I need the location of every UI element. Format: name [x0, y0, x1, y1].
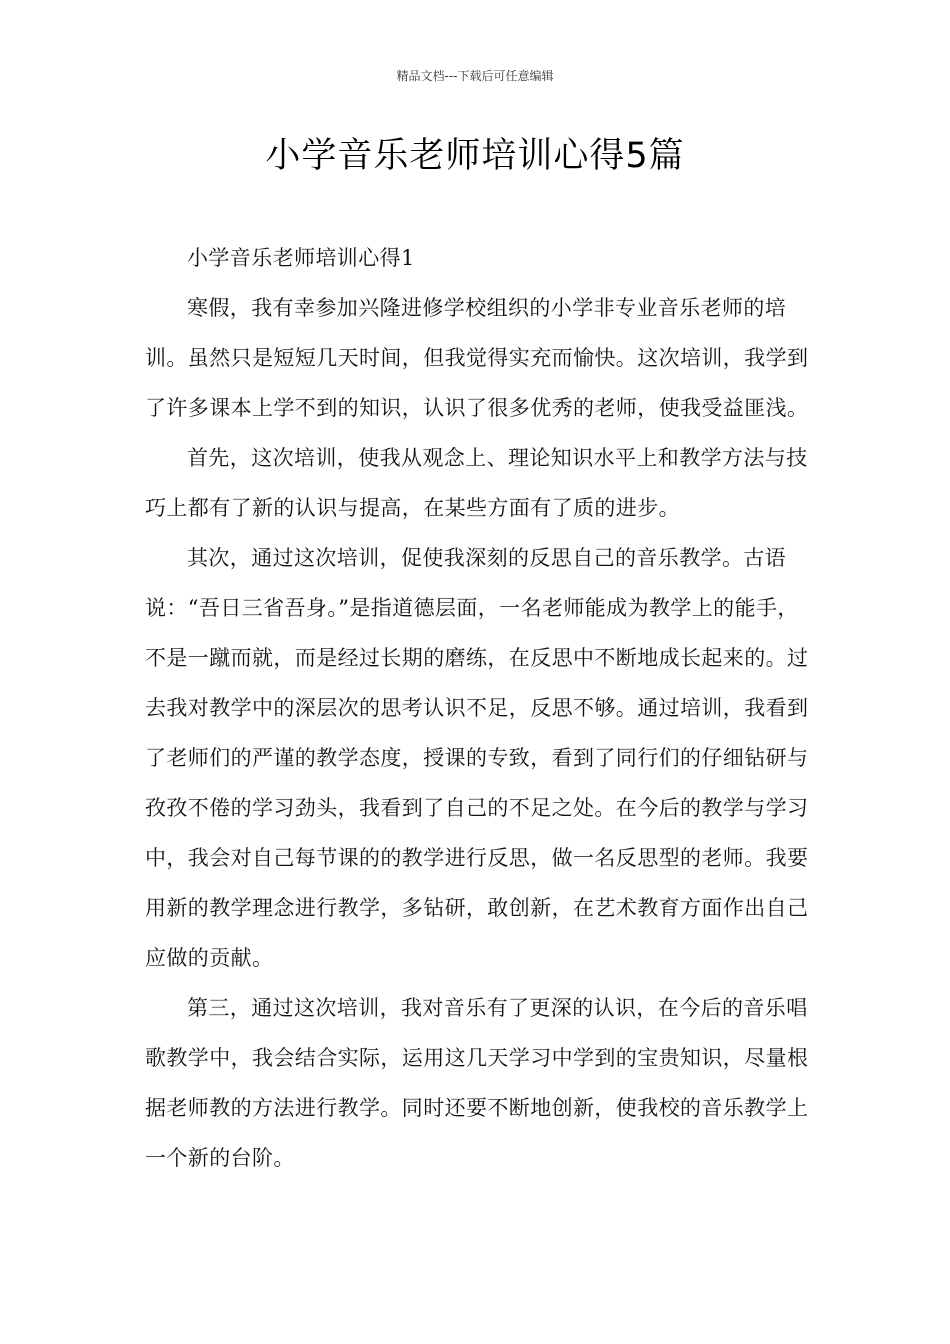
paragraph: 第三，通过这次培训，我对音乐有了更深的认识，在今后的音乐唱歌教学中，我会结合实际，运用这几天学习中学到的宝贵知识，尽量根据老师教的方法进行教学。同时还要不断地创新，使我校的音乐教学上一个新的台阶。 — [145, 996, 809, 1170]
document-title: 小学音乐老师培训心得5篇 — [265, 136, 685, 176]
page-header: 精品文档---下载后可任意编辑 — [396, 69, 554, 83]
paragraph: 首先，这次培训，使我从观念上、理论知识水平上和教学方法与技巧上都有了新的认识与提高，在某些方面有了质的进步。 — [145, 446, 808, 520]
document-body — [145, 233, 820, 1183]
paragraph: 寒假，我有幸参加兴隆进修学校组织的小学非专业音乐老师的培训。虽然只是短短几天时间，但我觉得实充而愉快。这次培训，我学到了许多课本上学不到的知识，认识了很多优秀的老师，使我受益匪浅。 — [145, 296, 809, 420]
section-heading: 小学音乐老师培训心得1 — [187, 246, 415, 270]
paragraph: 其次，通过这次培训，促使我深刻的反思自己的音乐教学。古语说：“吾日三省吾身。”是指道德层面，一名老师能成为教学上的能手，不是一蹴而就，而是经过长期的磨练，在反思中不断地成长起来的。过去我对教学中的深层次的思考认识不足，反思不够。通过培训，我看到了老师们的严谨的教学态度，授课的专致，看到了同行们的仔细钻研与孜孜不倦的学习劲头，我看到了自己的不足之处。在今后的教学与学习中，我会对自己每节课的的教学进行反思，做一名反思型的老师。我要用新的教学理念进行教学，多钻研，敢创新，在艺术教育方面作出自己应做的贡献。 — [145, 546, 809, 970]
